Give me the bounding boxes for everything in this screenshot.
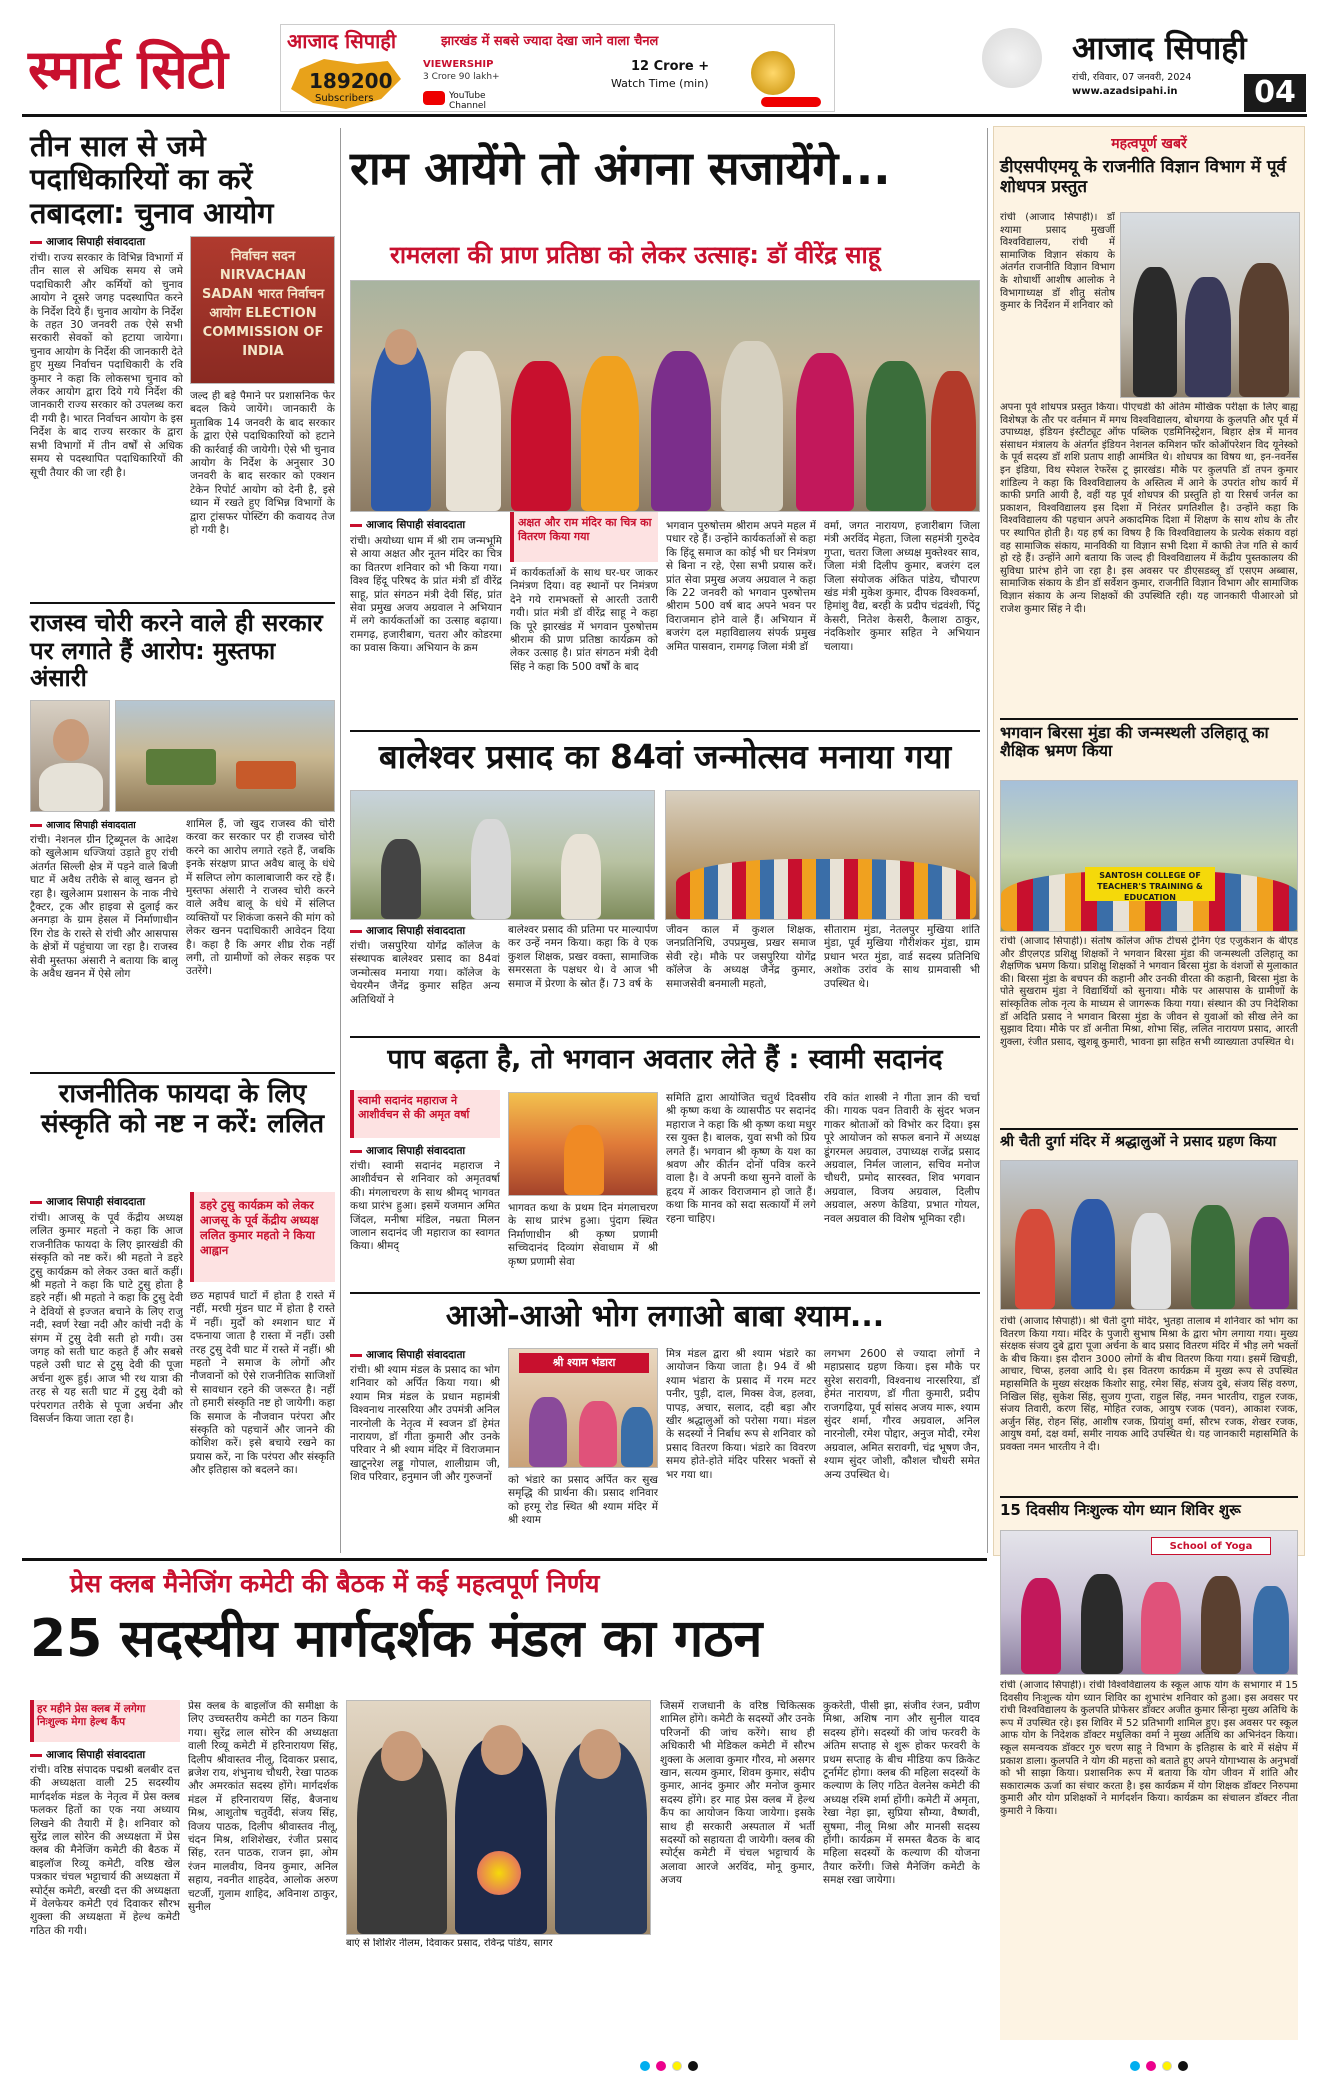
masthead [22, 22, 1307, 117]
article-press-col1: रांची। वरिष्ठ संपादक पद्मश्री बलबीर दत्त की अध्यक्षता वाली 25 सदस्यीय मार्गदर्शक मंडल के नेतृत्व में प्रेस क्लब फलकर हितों का एक नया अध्याय लिखने की तैयारी में है। शनिवार को सुरेंद्र लाल सोरेन की अध्यक्षता में प्रेस क्लब की मैनेजिंग कमेटी की बैठक में बाइलॉज रिव्यू कमेटी, वरिष्ठ खेल पत्रकार चंचल भट्टाचार्य की अध्यक्षता में स्पोर्ट्स कमेटी, बरखी दत्त की अध्यक्षता में वेलफेयर कमेटी एवं दिवाकर सौरभ शुक्ला की अध्यक्षता में हेल्थ कमेटी गठित की गयी। [30, 1764, 180, 1937]
sidebar-news4-photo [1000, 1530, 1298, 1675]
sand-mining-photo [115, 700, 335, 812]
article-lalit-col2: छठ महापर्व घाटों में होता है रास्ते में नहीं, मरघी मुंडन घाट में होता है रास्ते में नहीं। मुर्दों को श्मशान घाट में दफनाया जाता है रास्ता में नहीं। उसी तरह टुसु देवी घाट में रास्ते में नहीं। श्री महतो ने समाज के लोगों और नौजवानों को ऐसे राजनीतिक साजिशों से सावधान रहने की जरूरत है। नहीं तो हमारी संस्कृति नष्ट हो जायेगी। कहा कि समाज के नौजवान परंपरा और संस्कृति को पहचानें और जानने की कोशिश करें। इसे बचाये रखने का प्रयास करें, ना कि परंपरा और संस्कृति और इतिहास को बदलने का। [190, 1290, 335, 1477]
sidebar-news3-body: रांची (आजाद सिपाही)। श्री चैती दुर्गा मंदिर, भुतहा तालाब में शनिवार को भोग का वितरण किया गया। मंदिर के पुजारी सुभाष मिश्रा के द्वारा भोग लगाया गया। मुख्य संरक्षक संजय दुबे द्वारा पूजा अर्चना के बाद प्रसाद वितरण मंदिर में भीड़ लगे भक्तों के बीच किया। इस दौरान 3000 लोगों के बीच वितरण किया गया। इसमें खिचड़ी, आचार, चिप्स, हलवा आदि थे। इस वितरण कार्यक्रम में मुख्य रूप से उपस्थित महासमिति के मुख्य संरक्षक किशोर साहू, रमेश सिंह, संजय दुबे, संजय सिंह वरुण, निखिल सिंह, सुकेश सिंह, सुजय गुप्ता, राहुल सिंह, नमन भारतीय, राहुल रजक, संजय तिवारी, करण सिंह, मोहित रजक, आयुष रजक (पवन), आकाश रजक, अर्जुन सिंह, रोहन सिंह, आशीष रजक, प्रियांशु वर्मा, सौरभ रजक, शेखर रजक, आयुष वर्मा, दक्ष वर्मा, समीर नायक आदि उपस्थित थे। यह जानकारी महासमिति के प्रवक्ता नमन भारतीय ने दी। [1000, 1316, 1298, 1453]
ad-subscribers-label: Subscribers [315, 93, 374, 104]
press-club-photo [346, 1700, 651, 1935]
article-ram-col4: वर्मा, जगत नारायण, हजारीबाग जिला मंत्री अरविंद मेहता, जिला सहमंत्री गुरुदेव गुप्ता, चतरा जिला अध्यक्ष मुक्तेश्वर साव, जिला मंत्री दिलीप कुमार, बजरंग दल जिला संयोजक अंकित पांडेय, चौपारण खंड मंत्री मुकेश कुमार, दीपक विश्वकर्मा, हिमांशु वैद्य, बरही के प्रदीप चंद्रवंशी, पिंटू केसरी, नितेश केसरी, कैलाश ठाकुर, नंदकिशोर कुमार सहित ने अभियान चलाया। [824, 520, 980, 653]
mustafa-ansari-photo [30, 700, 110, 812]
election-commission-photo [190, 236, 335, 384]
bouquet-icon [477, 1851, 521, 1895]
byline-chunav: आजाद सिपाही संवाददाता [30, 235, 330, 249]
ad-viewership: VIEWERSHIP [423, 59, 494, 70]
pullquote-sadanand [350, 1090, 500, 1138]
ram-campaign-photo [350, 280, 980, 512]
pullquote-sadanand-text: स्वामी सदानंद महाराज ने आशीर्वचन से की अमृत वर्षा [358, 1094, 470, 1121]
registration-marks [640, 2056, 940, 2070]
pullquote-ram [510, 512, 658, 562]
byline-rajasva: आजाद सिपाही संवाददाता [30, 818, 180, 831]
ad-brand: आजाद सिपाही [287, 29, 397, 53]
press-photo-caption: बाएं से शिशिर नीलम, दिवाकर प्रसाद, रविन्द्र पांडेय, सागर [346, 1938, 553, 1949]
ad-tagline: झारखंड में सबसे ज्यादा देखा जाने वाला चैनल [441, 34, 659, 49]
sadanand-katha-photo [508, 1092, 658, 1196]
sidebar-news4-headline: 15 दिवसीय निःशुल्क योग ध्यान शिविर शुरू [1000, 1501, 1241, 1519]
article-shyam-col2: को भंडारे का प्रसाद अर्पित कर सुख समृद्धि की प्रार्थना की। प्रसाद शनिवार को हरमू रोड स्थित श्री श्याम मंदिर में श्री श्याम [508, 1474, 658, 1527]
election-commission-sign: निर्वाचन सदन NIRVACHAN SADAN भारत निर्वाचन आयोग ELECTION COMMISSION OF INDIA [201, 249, 325, 359]
bhandara-banner: श्री श्याम भंडारा [519, 1353, 649, 1373]
article-shyam-col1: रांची। श्री श्याम मंडल के प्रसाद का भोग शनिवार को अर्पित किया गया। श्री श्याम मित्र मंडल के प्रधान महामंत्री विश्वनाथ नारसरिया और उपमंत्री अनिल नारनोली के नेतृत्व में स्वजन डॉ हेमंत नारायण, डॉ गीता कुमारी और उनके परिवार ने श्री श्याम मंदिर में विराजमान खाटूनरेश लड्डू गोपाल, शालीग्राम जी, शिव परिवार, हनुमान जी और गुरुजनों [350, 1364, 500, 1484]
headline-ram: राम आयेंगे तो अंगना सजायेंगे... [350, 141, 891, 195]
subheadline-ram: रामलला की प्राण प्रतिष्ठा को लेकर उत्साह: डॉ वीरेंद्र साहू [390, 241, 881, 269]
baleshwar-statue-photo [350, 790, 655, 920]
sidebar-news2-body: रांची (आजाद सिपाही)। संतोष कॉलेज ऑफ टीचर्स ट्रेनिंग एंड एजुकेशन के बीएड और डीएलएड प्रशिक्षु शिक्षकों ने भगवान बिरसा मुंडा की जन्मस्थली उलिहातू का शैक्षणिक भ्रमण किया। प्रशिक्षु शिक्षकों ने भगवान बिरसा मुंडा के वंशजों से मुलाकात की। बिरसा मुंडा के बचपन की कहानी और उनकी वीरता की कहानी, बिरसा मुंडा के पोते सुखराम मुंडा ने विद्यार्थियों को सुनाया। मौके पर आसपास के ग्रामीणों के सांस्कृतिक लोक नृत्य के माध्यम से जागरूक किया गया। संस्थान की उप निदेशिका डॉ अदिति प्रसाद ने भगवान बिरसा मुंडा के जीवन से युवाओं को सीख लेने का सुझाव दिया। मौके पर डॉ अनीता मिश्रा, शोभा सिंह, ललित नारायण प्रसाद, आरती शुक्ला, रंजीत प्रसाद, खुशबू कुमारी, भावना झा सहित सभी व्याख्याता उपस्थित थे। [1000, 936, 1298, 1048]
santosh-college-banner: SANTOSH COLLEGE OF TEACHER'S TRAINING & EDUCATION [1085, 867, 1215, 901]
article-press-col3: जिसमें राजधानी के वरिष्ठ चिकित्सक शामिल होंगे। कमेटी के सदस्यों और उनके परिजनों की जांच करेंगे। साथ ही अधिकारी भी मेडिकल कमेटी में सौरभ शुक्ला के अलावा कुमार गौरव, मो असगर खान, सत्यम कुमार, शिवम कुमार, संदीप कुमार, आनंद कुमार और मनोज कुमार सदस्य होंगे। हर माह प्रेस क्लब में हेल्थ कैंप का आयोजन किया जायेगा। इसके साथ ही सरकारी अस्पताल में भर्ती सदस्यों को सहायता दी जायेगी। क्लब की स्पोर्ट्स कमेटी में चंचल भट्टाचार्य के अलावा आरजे अरविंद, मोनू कुमार, अजय [660, 1700, 815, 1887]
ad-subscribers: 189200 [309, 69, 393, 93]
sidebar-news3-headline: श्री चैती दुर्गा मंदिर में श्रद्धालुओं ने प्रसाद ग्रहण किया [1000, 1134, 1277, 1150]
byline-lalit: आजाद सिपाही संवाददाता [30, 1195, 190, 1209]
article-baleshwar-col1: रांची। जसपुरिया योगेंद्र कॉलेज के संस्थापक बालेश्वर प्रसाद का 84वां जन्मोत्सव मनाया गया। कॉलेज के चेयरमैन जैनेंद्र कुमार सहित अन्य अतिथियों ने [350, 940, 500, 1006]
headline-chunav: तीन साल से जमे पदाधिकारियों का करें तबादला: चुनाव आयोग [30, 129, 274, 230]
article-baleshwar-col3: जीवन काल में कुशल शिक्षक, जनप्रतिनिधि, उपप्रमुख, प्रखर समाज सेवी रहे। मौके पर जसपुरिया योगेंद्र कॉलेज के अध्यक्ष जैनेंद्र कुमार, समाजसेवी बनमाली महतो, [666, 924, 816, 990]
sidebar-news3-photo [1000, 1160, 1298, 1310]
ad-watchtime: 12 Crore + [631, 59, 710, 74]
sidebar-label [1000, 132, 1298, 155]
article-chunav-col2: जल्द ही बड़े पैमाने पर प्रशासनिक फेर बदल किये जायेंगे। जानकारी के मुताबिक 14 जनवरी के बाद सरकार के द्वारा ऐसे पदाधिकारियों को हटाने की कार्रवाई की जायेगी। ऐसे भी चुनाव आयोग के निर्देश के अनुसार 30 जनवरी के बाद सरकार को एक्शन टेकेन रिपोर्ट आयोग को देनी है, इसे ध्यान में रखते हुए विभिन्न विभागों के द्वारा ट्रांसफर पोस्टिंग की कवायद तेज हो गयी है। [190, 390, 335, 537]
article-lalit-col1: रांची। आजसू के पूर्व केंद्रीय अध्यक्ष ललित कुमार महतो ने कहा कि आज राजनीतिक फायदा के लिए झारखंडी की संस्कृति को नष्ट करें। श्री महतो ने डहरे टुसु कार्यक्रम को लेकर उक्त बातें कहीं। श्री महतो ने कहा कि घाटे टुसु होता है डहरे नहीं। श्री महतो ने कहा कि टुसु देवी ने देवियों से इज्जत बचाने के लिए राजु नदी, स्वर्ण रेखा नदी और कांची नदी के संगम में टुसु देवी सती हो गयी। उस जगह को सती घाट कहते हैं और सबसे पहले उसी घाट से टुसु देवी की पूजा अर्चना शुरू हुई। आज भी रथ यात्रा की तरह से यह सती घाट में टुसु देवी को परंपरागत तरीके से पूजा अर्चना और विसर्जन किया जाता रहा है। [30, 1212, 183, 1426]
sidebar-news4-body: रांची (आजाद सिपाही)। रांची विश्वविद्यालय के स्कूल आफ योग के सभागार में 15 दिवसीय निःशुल्क योग ध्यान शिविर का शुभारंभ शनिवार को हुआ। इस अवसर पर रांची विश्वविद्यालय के कुलपति प्रोफेसर डॉक्टर अजीत कुमार सिन्हा मुख्य अतिथि के रूप में उपस्थित रहे। इस शिविर में 52 प्रतिभागी शामिल हुए। इस अवसर पर स्कूल आफ योग के निदेशक डॉक्टर मधुलिका वर्मा ने मुख्य अतिथि का अभिनंदन किया। स्कूल समन्वयक डॉक्टर गुरु चरण साहू ने विभाग के इतिहास के बारे में संक्षेप में प्रकाश डाला। कुलपति ने योग की महत्ता को बताते हुए अपने योगाभ्यास के अनुभवों को भी साझा किया। प्रशासनिक रूप में बताया कि योग जीवन में शांति और सकारात्मक ऊर्जा का संचार करता है। इस कार्यक्रम में योग शिक्षक डॉक्टर निरुपमा कुमारी और योग प्रशिक्षकों ने मार्गदर्शन किया। कार्यक्रम का संचालन डॉक्टर नीता कुमारी ने किया। [1000, 1680, 1298, 2040]
pen-logo-icon [982, 28, 1042, 88]
byline-ram: आजाद सिपाही संवाददाता [350, 518, 510, 532]
article-sadanand-col4: रवि कांत शास्त्री ने गीता ज्ञान की चर्चा की। गायक पवन तिवारी के सुंदर भजन गाकर श्रोताओं को विभोर कर दिया। इस पूरे आयोजन को सफल बनाने में अध्यक्ष डूंगरमल अग्रवाल, उपाध्यक्ष राजेंद्र प्रसाद अग्रवाल, निर्मल जालान, सचिव मनोज चौधरी, प्रमोद सारस्वत, शिव भगवान अग्रवाल, विजय अग्रवाल, दिलीप अग्रवाल, अरुण केडिया, प्रभात गोयल, नवल अग्रवाल की विशेष भूमिका रही। [824, 1092, 980, 1225]
ad-youtube: YouTube Channel [449, 91, 486, 111]
sidebar-news2-photo [1000, 780, 1298, 932]
subscribe-icon [761, 97, 821, 107]
dateline: रांची, रविवार, 07 जनवरी, 2024 [1072, 72, 1192, 83]
section-title: स्मार्ट सिटी [28, 38, 227, 101]
pullquote-press [30, 1700, 180, 1742]
article-ram-col1: रांची। अयोध्या धाम में श्री राम जन्मभूमि से आया अक्षत और नूतन मंदिर का चित्र का वितरण शनिवार को भी किया गया। विश्व हिंदू परिषद के प्रांत मंत्री डॉ वीरेंद्र साहू, प्रांत संगठन मंत्री देवी सिंह, प्रांत सेवा प्रमुख अजय अग्रवाल ने अभियान में लगे कार्यकर्ताओं का उत्साह बढ़ाया। रामगढ़, हजारीबाग, चतरा और कोडरमा का प्रवास किया। अभियान के क्रम [350, 535, 502, 655]
registration-marks-right [1130, 2056, 1280, 2070]
sidebar-label-text: महत्वपूर्ण खबरें [1111, 136, 1187, 152]
article-press-col4: कुकरेती, पीसी झा, संजीव रंजन, प्रवीण मिश्रा, अशिष नाग और सुनील यादव सदस्य होंगे। सदस्यों की जांच फरवरी के अंतिम सप्ताह से शुरू होकर फरवरी के प्रथम सप्ताह के बीच मीडिया कप क्रिकेट टूर्नामेंट होगा। क्लब की महिला सदस्यों के कल्याण के लिए गठित वेलनेस कमेटी की अध्यक्ष रश्मि शर्मा होंगी। कमेटी में अमृता, रेखा नेहा झा, सुप्रिया सौम्या, वैष्णवी, सुषमा, नीलू मिश्रा और मानसी सदस्य होंगी। कार्यक्रम में समस्त बैठक के बाद महिला सदस्यों के कल्याण की योजना तैयार करेंगी। जिसे मैनेजिंग कमेटी के समक्ष रखा जायेगा। [823, 1700, 980, 1887]
sidebar-news1-headline: डीएसपीएमयू के राजनीति विज्ञान विभाग में पूर्व शोधपत्र प्रस्तुत [1000, 157, 1286, 197]
article-baleshwar-col2: बालेश्वर प्रसाद की प्रतिमा पर माल्यार्पण कर उन्हें नमन किया। कहा कि वे एक कुशल शिक्षक, प्रखर वक्ता, सामाजिक समरसता के पक्षधर थे। वे आज भी समाज में प्रेरणा के स्रोत हैं। 73 वर्ष के [508, 924, 658, 990]
sidebar-news1-photo [1120, 212, 1300, 398]
sidebar-news2-headline: भगवान बिरसा मुंडा की जन्मस्थली उलिहातू का शैक्षिक भ्रमण किया [1000, 723, 1269, 761]
article-sadanand-col1: रांची। स्वामी सदानंद महाराज ने आशीर्वचन से शनिवार को अमृतवर्षा की। मंगलाचरण के साथ श्रीमद् भागवत कथा प्रारंभ हुआ। इसमें यजमान अमित जिंदल, मनीषा मंडिल, नम्रता मिलन जालान सदानंद जी महाराज का स्वागत किया। श्रीमद् [350, 1160, 500, 1253]
youtube-icon [423, 91, 445, 105]
shyam-bhandara-photo [508, 1348, 658, 1468]
kicker-press: प्रेस क्लब मैनेजिंग कमेटी की बैठक में कई महत्वपूर्ण निर्णय [70, 1569, 600, 1598]
article-shyam-col3: मित्र मंडल द्वारा श्री श्याम भंडारे का आयोजन किया जाता है। 94 वें श्री श्याम भंडारा के प्रसाद में गरम मटर पनीर, पुड़ी, दाल, मिक्स वेज, हलवा, पापड़, अचार, सलाद, दही बड़ा और खीर श्रद्धालुओं को परोसा गया। मंडल के सदस्यों ने निर्बाध रूप से शनिवार को प्रसाद वितरण किया। भंडारे का विवरण समय होते-होते मंदिर परिसर भक्तों से भर गया था। [666, 1348, 816, 1481]
article-press-col2: प्रेस क्लब के बाइलॉज की समीक्षा के लिए उच्चस्तरीय कमेटी का गठन किया गया। सुरेंद्र लाल सोरेन की अध्यक्षता वाली रिव्यू कमेटी में हरिनारायण सिंह, दिलीप श्रीवास्तव नीलू, दिवाकर प्रसाद, ब्रजेश राय, शंभुनाथ चौधरी, रेखा पाठक और अमरकांत सदस्य होंगे। मार्गदर्शक मंडल में हरिनारायण सिंह, बैजनाथ मिश्र, आशुतोष चतुर्वेदी, संजय सिंह, विजय पाठक, दिलीप श्रीवास्तव नीलू, चंदन मिश्र, शशिशेखर, रंजीत प्रसाद सिंह, रतन पाठक, राजन झा, ओम रंजन मालवीय, विनय कुमार, अनिल सहाय, नवनीत शाहदेव, आलोक अरुण चटर्जी, गुलाम शाहिद, अविनाश ठाकुर, सुनील [188, 1700, 338, 1914]
pullquote-lalit [190, 1192, 335, 1282]
article-shyam-col4: लगभग 2600 से ज्यादा लोगों ने महाप्रसाद ग्रहण किया। इस मौके पर सुरेश सरावगी, विश्वनाथ नारसरिया, डॉ हेमंत नारायण, डॉ गीता कुमारी, प्रदीप राजगढ़िया, पूर्व सांसद अजय मारू, श्याम सुंदर शर्मा, गौरव अग्रवाल, अनिल नारनोली, रमेश पोद्दार, अनुज मोदी, रमेश अग्रवाल, अमित सरावगी, चंद्र भूषण जैन, श्याम सुंदर जोशी, कौशल चौधरी समेत अन्य उपस्थित थे। [824, 1348, 980, 1481]
baleshwar-gathering-photo [665, 790, 980, 920]
byline-press: आजाद सिपाही संवाददाता [30, 1748, 190, 1762]
ad-views: 3 Crore 90 lakh+ [423, 72, 500, 82]
ad-watchtime-label: Watch Time (min) [611, 77, 709, 90]
school-of-yoga-banner: School of Yoga [1151, 1537, 1271, 1555]
byline-shyam: आजाद सिपाही संवाददाता [350, 1348, 510, 1362]
headline-shyam: आओ-आओ भोग लगाओ बाबा श्याम... [445, 1299, 885, 1334]
website: www.azadsipahi.in [1072, 86, 1178, 97]
article-ram-col2: में कार्यकर्ताओं के साथ घर-घर जाकर निमंत्रण दिया। वह स्थानों पर निमंत्रण देने गये रामभक्तों से आरती उतारी गयी। प्रांत मंत्री डॉ वीरेंद्र साहू ने कहा कि पूरे झारखंड में भगवान पुरुषोत्तम श्रीराम की प्राण प्रतिष्ठा कार्यक्रम को लेकर उत्साह है। प्रांत संगठन मंत्री देवी सिंह ने कहा कि 500 वर्षों के बाद [510, 567, 658, 673]
byline-sadanand: आजाद सिपाही संवाददाता [350, 1144, 510, 1158]
headline-press: 25 सदस्यीय मार्गदर्शक मंडल का गठन [30, 1609, 763, 1669]
pullquote-lalit-text: डहरे टुसु कार्यक्रम को लेकर आजसू के पूर्व केंद्रीय अध्यक्ष ललित कुमार महतो ने किया आह्वान [200, 1198, 319, 1257]
article-baleshwar-col4: सीताराम मुंडा, नेतलपुर मुखिया शांति मुंडा, पूर्व मुखिया गौरीशंकर मुंडा, ग्राम प्रधान भरत मुंडा, वार्ड सदस्य प्रतिनिधि अशोक उरांव के साथ ग्रामवासी भी उपस्थित थे। [824, 924, 980, 990]
byline-baleshwar: आजाद सिपाही संवाददाता [350, 924, 510, 938]
trophy-icon [751, 51, 795, 95]
headline-lalit: राजनीतिक फायदा के लिए संस्कृति को नष्ट न करें: ललित [40, 1079, 325, 1139]
sidebar-news1-lead: रांची (आजाद सिपाही)। डॉ श्यामा प्रसाद मुखर्जी विश्वविद्यालय, रांची में सामाजिक विज्ञान संकाय के अंतर्गत राजनीति विज्ञान विभाग के शोधार्थी आशीष आलोक ने विभागाध्यक्ष डॉ शीतु संतोष कुमार के निर्देशन में शनिवार को [1000, 212, 1115, 312]
headline-baleshwar: बालेश्वर प्रसाद का 84वां जन्मोत्सव मनाया गया [378, 737, 952, 776]
pullquote-press-text: हर महीने प्रेस क्लब में लगेगा निःशुल्क मेगा हेल्थ कैंप [37, 1703, 146, 1728]
paper-name: आजाद सिपाही [1072, 29, 1247, 67]
sidebar-news1-body: अपना पूर्व शोधपत्र प्रस्तुत किया। पीएचडी की अंतिम मौखिक परीक्षा के लिए बाह्य विशेषज्ञ के तौर पर वर्तमान में मगध विश्वविद्यालय, बोधगया के कुलपति और पूर्व में उपाध्यक्ष, इंडियन इंस्टीट्यूट ऑफ पब्लिक एडमिनिस्ट्रेशन, बिहार क्षेत्र में मानव संसाधन मंत्रालय के अंतर्गत इंडियन नेशनल कमिशन फॉर कोऑपरेशन विद यूनेस्को के पूर्व सदस्य डॉ शशि प्रताप शाही आमंत्रित थे। शोधपत्र का विषय था, इन-नवर्नेस इन इंडिया, विथ स्पेशल रेफरेंस टू झारखंड। मौके पर कुलपति डॉ तपन कुमार शांडिल्य ने कहा कि विश्वविद्यालय के अस्तित्व में आने के उपरांत शोध कार्य में काफी प्रगति आयी है, वहीं यह पूर्व शोधपत्र की प्रस्तुति हो या रिसर्च जर्नल का प्रकाशन, विश्वविद्यालय इस दिशा में निरंतर प्रगतिशील है। उन्होंने कहा कि विश्वविद्यालय की पहचान अपने अकादमिक दिशा में शिक्षण के साथ शोध के तौर पर स्थापित होती है। यह हर्ष का विषय है कि विश्वविद्यालय के प्रत्येक संकाय वहां वह सामाजिक संकाय, मानविकी या विज्ञान सभी दिशा में काफी तेज गति से कार्य हो रहे हैं। उन्होंने आगे बताया कि जल्द ही विश्वविद्यालय में केंद्रीय पुस्तकालय की सुविधा प्रारंभ होने जा रहा है। इस अवसर पर डीएसडब्लू डॉ एसएम अब्बास, सामाजिक संकाय के डीन डॉ सर्वेशन कुमार, राजनीति विज्ञान विभाग और सामाजिक विज्ञान संकाय के अन्य शिक्षकों की उपस्थिति रही। यह जानकारी पीआरओ प्रो राजेश कुमार सिंह ने दी। [1000, 402, 1298, 615]
article-rajasva-col1: रांची। नेशनल ग्रीन ट्रिब्यूनल के आदेश को खुलेआम धज्जियां उड़ाते हुए रांची अंतर्गत सिल्ली क्षेत्र में पड़ने वाले बिजी घाट में अवैध तरीके से बालू खनन हो रहा है। खुलेआम प्रशासन के नाक नीचे ट्रैक्टर, ट्रक और हाइवा से दुलाई कर अनगड़ा के ग्राम हेसल में निर्माणाधीन रिंग रोड के रास्ते से रांची और आसपास के क्षेत्रों में पहुंचाया जा रहा है। राजस्व सेवी मुस्तफा अंसारी ने बताया कि बालू के अवैध खनन में ऐसे लोग [30, 834, 178, 981]
headline-rajasva: राजस्व चोरी करने वाले ही सरकार पर लगाते हैं आरोप: मुस्तफा अंसारी [30, 609, 323, 693]
article-sadanand-col2: भागवत कथा के प्रथम दिन मंगलाचरण के साथ प्रारंभ हुआ। पुंदाग स्थित निर्माणाधीन श्री कृष्ण प्रणामी सच्चिदानंद दिव्यांग सेवाधाम में श्री कृष्ण प्रणामी सेवा [508, 1202, 658, 1268]
pullquote-ram-text: अक्षत और राम मंदिर का चित्र का वितरण किया गया [518, 516, 652, 543]
page-number: 04 [1244, 74, 1306, 112]
youtube-ad [280, 24, 835, 112]
headline-sadanand: पाप बढ़ता है, तो भगवान अवतार लेते हैं : स्वामी सदानंद [387, 1044, 943, 1075]
article-sadanand-col3: समिति द्वारा आयोजित चतुर्थ दिवसीय श्री कृष्ण कथा के व्यासपीठ पर सदानंद महाराज ने कहा कि श्री कृष्ण कथा मधुर रस युक्त है। बालक, युवा सभी को प्रिय लगते हैं। भगवान श्री कृष्ण के यश का श्रवण और कीर्तन दोनों पवित्र करने वाला है। वे अपनी कथा सुनने वालों के हृदय में आकर विराजमान हो जाते हैं। कथा कि मानव को सदा सत्कार्यों में लगे रहना चाहिए। [666, 1092, 816, 1225]
article-chunav-col1: रांची। राज्य सरकार के विभिन्न विभागों में तीन साल से अधिक समय से जमे पदाधिकारी और कर्मियों को चुनाव आयोग ने दूसरे जगह पदस्थापित करने के निर्देश दिये हैं। चुनाव आयोग के निर्देश के तहत 30 जनवरी तक ऐसे सभी सरकारी सेवकों को हटाया जायेगा। चुनाव आयोग के निर्देश की जानकारी देते हुए मुख्य निर्वाचन पदाधिकारी के रवि कुमार ने कहा कि लोकसभा चुनाव को लेकर आयोग द्वारा दिये गये निर्देश की जानकारी राज्य सरकार को उपलब्ध करा दी गयी है। भारत निर्वाचन आयोग के इस निर्देश के बाद राज्य सरकार के द्वारा सभी विभागों में तीन वर्षों से अधिक समय से पदस्थापित पदाधिकारियों की सूची तैयार की जा रही है। [30, 252, 183, 479]
article-rajasva-col2: शामिल हैं, जो खुद राजस्व की चोरी करवा कर सरकार पर ही राजस्व चोरी करने का आरोप लगाते रहते हैं, जबकि इनके संरक्षण प्राप्त अवैध बालू के धंधे में सलिप्त लोग कालाबाजारी कर रहे हैं। मुस्तफा अंसारी ने राजस्व चोरी करने वाले अवैध बालू के धंधे में संलिप्त व्यक्तियों पर शिकंजा कसने की मांग को लेकर खनन पदाधिकारी आवेदन दिया है। कहा है कि अगर शीघ्र रोक नहीं लगी, तो ग्रामीणों को लेकर सड़क पर उतरेंगे। [186, 818, 335, 978]
article-ram-col3: भगवान पुरुषोत्तम श्रीराम अपने महल में पधार रहे हैं। उन्होंने कार्यकर्ताओं से कहा कि हिंदू समाज का कोई भी घर निमंत्रण से बिना न रहे, ऐसा सभी प्रयास करें। प्रांत सेवा प्रमुख अजय अग्रवाल ने कहा कि 22 जनवरी को भगवान पुरुषोत्तम श्रीराम 500 वर्ष बाद अपने भवन पर विराजमान होने वाले हैं। अभियान में बजरंग दल महाविद्यालय संपर्क प्रमुख अमित पासवान, रामगढ़ जिला मंत्री डॉ [666, 520, 816, 653]
